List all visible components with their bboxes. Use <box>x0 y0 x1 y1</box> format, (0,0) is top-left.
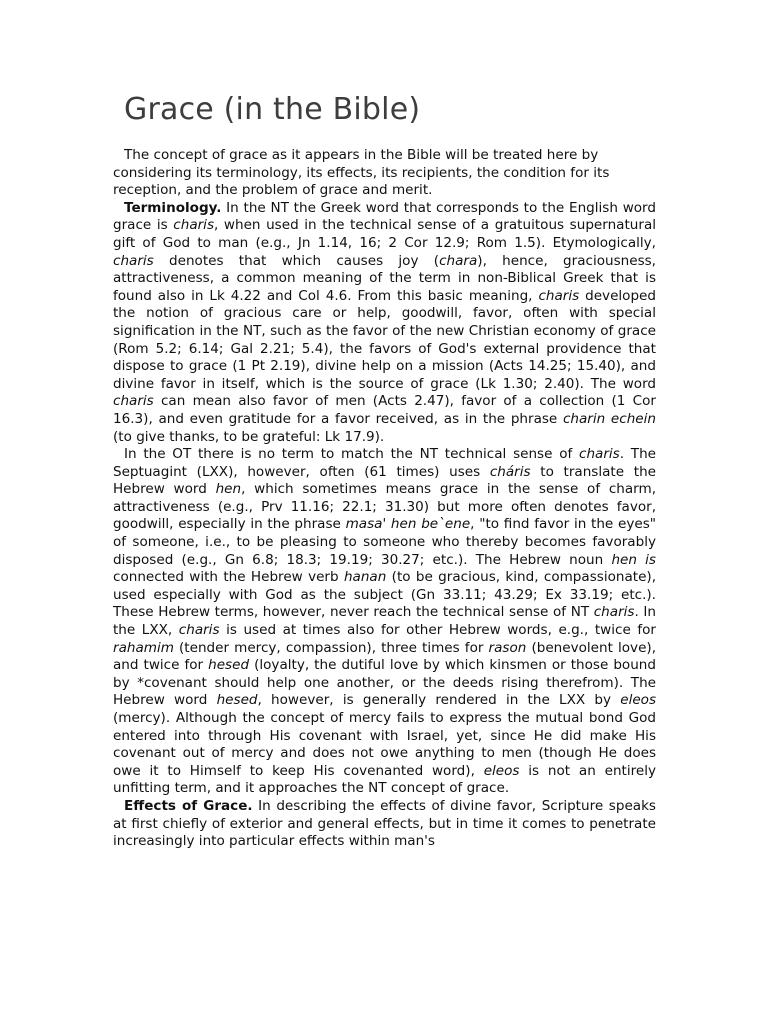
text-run: (tender mercy, compassion), three times for <box>173 639 489 656</box>
text-run: , however, is generally rendered in the LXX by <box>257 692 621 709</box>
italic-term: charis <box>173 217 215 234</box>
italic-term: eleos <box>483 762 520 779</box>
italic-term: hesed <box>208 657 250 674</box>
text-run: In the OT there is no term to match the NT technical sense of <box>124 446 579 463</box>
text-run: developed the notion of gracious care or help, goodwill, favor, often with special signification in the NT, such as the favor of the new Christian economy of grace (Rom 5.2; 6.14; Gal 2.21; 5.4), the favors of God's external providence that dispose to grace (1 Pt 2.19), divine help on a mission (Acts 14.25; 15.40), and divine favor in itself, which is the source of grace (Lk 1.30; 2.40). The word <box>113 287 656 392</box>
italic-term: chara <box>439 252 478 269</box>
italic-term: charin echein <box>562 410 656 427</box>
paragraph-intro <box>113 147 656 200</box>
text-run: can mean also favor of men (Acts 2.47), favor of a collection (1 Cor 16.3), and even gratitude for a favor received, as in the phrase <box>113 393 656 427</box>
document-title: Grace (in the Bible) <box>124 92 421 127</box>
text-run: . The Septuagint (LXX), however, often (61 times) uses <box>113 446 656 480</box>
section-heading: Terminology. <box>124 199 222 216</box>
text-run: is used at times also for other Hebrew words, e.g., twice for <box>219 622 656 639</box>
text-run: is not an entirely unfitting term, and it approaches the NT concept of grace. <box>113 762 656 797</box>
text-run: connected with the Hebrew verb <box>113 569 344 586</box>
italic-term: charis <box>538 287 580 304</box>
text-run: In describing the effects of divine favor, Scripture speaks at first chiefly of exterior and general effects, but in time it comes to penetrate increasingly into particular effects within man's <box>113 797 656 850</box>
italic-term: eleos <box>620 692 657 709</box>
italic-term: rahamim <box>113 639 174 656</box>
italic-term: charis <box>178 622 220 639</box>
italic-term: hanan <box>343 569 387 586</box>
italic-term: cháris <box>489 463 531 480</box>
italic-term: charis <box>113 393 154 410</box>
italic-term: masa' hen be`ene <box>345 516 471 533</box>
paragraph-terminology <box>113 200 656 446</box>
italic-term: hen <box>215 481 242 498</box>
italic-term: charis <box>593 604 635 621</box>
text-run: (mercy). Although the concept of mercy fails to express the mutual bond God entered into through His covenant with Israel, yet, since He did make His covenant out of mercy and does not owe anything to men (though He does owe it to Himself to keep His covenanted word), <box>113 710 656 779</box>
text-run: , which sometimes means grace in the sense of charm, attractiveness (e.g., Prv 11.16; 22.1; 31.30) but more often denotes favor, goodwill, especially in the phrase <box>113 481 656 533</box>
paragraph-effects-of-grace <box>113 798 656 851</box>
text-run: , "to find favor in the eyes" of someone, i.e., to be pleasing to someone who thereby becomes favorably disposed (e.g., Gn 6.8; 18.3; 19.19; 30.27; etc.). The Hebrew noun <box>113 516 656 568</box>
text-run: In the NT the Greek word that corresponds to the English word grace is <box>113 199 656 234</box>
italic-term: charis <box>579 446 620 463</box>
text-run: . In the LXX, <box>113 604 656 639</box>
italic-term: rason <box>488 639 527 656</box>
text-run: , when used in the technical sense of a gratuitous supernatural gift of God to man (e.g., Jn 1.14, 16; 2 Cor 12.9; Rom 1.5). Etymologically, <box>113 217 657 251</box>
paragraph-old-testament <box>113 446 656 798</box>
text-run: to translate the Hebrew word <box>113 463 656 498</box>
text-run: (loyalty, the dutiful love by which kinsmen or those bound by *covenant should help one another, or the deeds rising therefrom). The Hebrew word <box>113 657 656 709</box>
document-body <box>113 147 656 851</box>
italic-term: charis <box>113 252 154 269</box>
text-run: (to give thanks, to be grateful: Lk 17.9). <box>113 428 385 445</box>
document-page <box>113 0 656 851</box>
text-run: ), hence, graciousness, attractiveness, a common meaning of the term in non-Biblical Greek that is found also in Lk 4.22 and Col 4.6. From this basic meaning, <box>113 252 656 304</box>
text-run: (benevolent love), and twice for <box>113 639 656 674</box>
text-run: denotes that which causes joy ( <box>153 252 440 269</box>
italic-term: hesed <box>216 692 258 709</box>
italic-term: hen is <box>611 551 656 568</box>
text-run: (to be gracious, kind, compassionate), used especially with God as the subject (Gn 33.11; 43.29; Ex 33.19; etc.). These Hebrew terms, however, never reach the technical sense of NT <box>113 569 656 621</box>
section-heading: Effects of Grace. <box>124 797 253 814</box>
text-run: The concept of grace as it appears in the Bible will be treated here by considering its terminology, its effects, its recipients, the condition for its reception, and the problem of grace and merit. <box>113 147 610 199</box>
